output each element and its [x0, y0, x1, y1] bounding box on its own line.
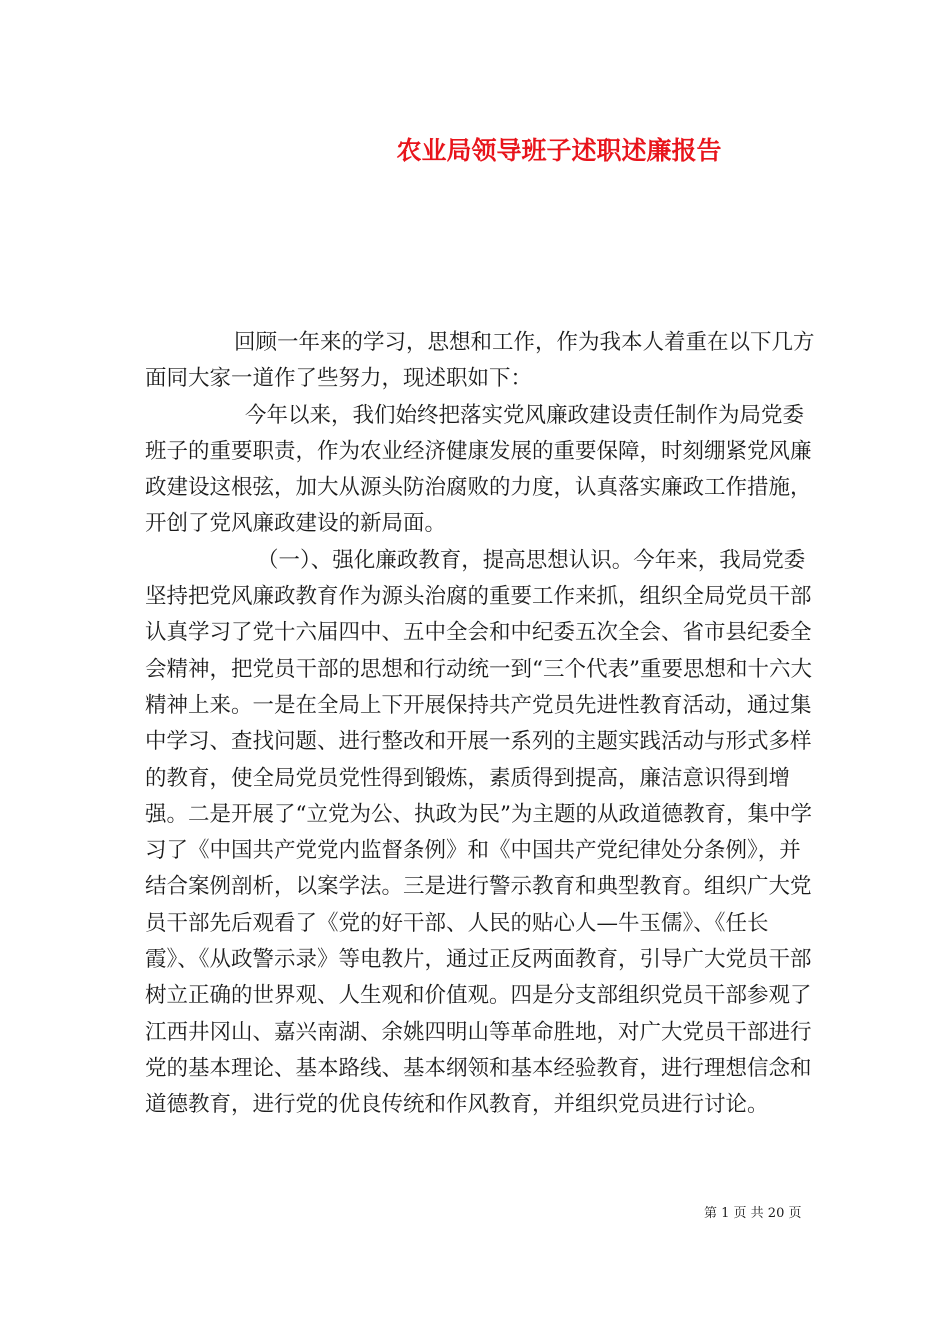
document-body [145, 325, 817, 1124]
document-title: 农业局领导班子述职述廉报告 [396, 136, 722, 165]
page-number: 第 1 页 共 20 页 [704, 1206, 802, 1221]
paragraph-intro: 回顾一年来的学习，思想和工作，作为我本人着重在以下几方面同大家一道作了些努力，现述职如下： [145, 330, 815, 392]
paragraph-section-one: （一）、强化廉政教育，提高思想认识。今年来，我局党委坚持把党风廉政教育作为源头治腐的重要工作来抓，组织全局党员干部认真学习了党十六届四中、五中全会和中纪委五次全会、省市县纪委全会精神，把党员干部的思想和行动统一到“三个代表”重要思想和十六大精神上来。一是在全局上下开展保持共产党员先进性教育活动，通过集中学习、查找问题、进行整改和开展一系列的主题实践活动与形式多样的教育，使全局党员党性得到锻炼，素质得到提高，廉洁意识得到增强。二是开展了“立党为公、执政为民”为主题的从政道德教育，集中学习了《中国共产党党内监督条例》和《中国共产党纪律处分条例》，并结合案例剖析，以案学法。三是进行警示教育和典型教育。组织广大党员干部先后观看了《党的好干部、人民的贴心人—牛玉儒》、《任长霞》、《从政警示录》等电教片，通过正反两面教育，引导广大党员干部树立正确的世界观、人生观和价值观。四是分支部组织党员干部参观了江西井冈山、嘉兴南湖、余姚四明山等革命胜地，对广大党员干部进行党的基本理论、基本路线、基本纲领和基本经验教育，进行理想信念和道德教育，进行党的优良传统和作风教育，并组织党员进行讨论。 [145, 547, 812, 1118]
paragraph-overview: 今年以来，我们始终把落实党风廉政建设责任制作为局党委班子的重要职责，作为农业经济健康发展的重要保障，时刻绷紧党风廉政建设这根弦，加大从源头防治腐败的力度，认真落实廉政工作措施，开创了党风廉政建设的新局面。 [145, 402, 812, 537]
